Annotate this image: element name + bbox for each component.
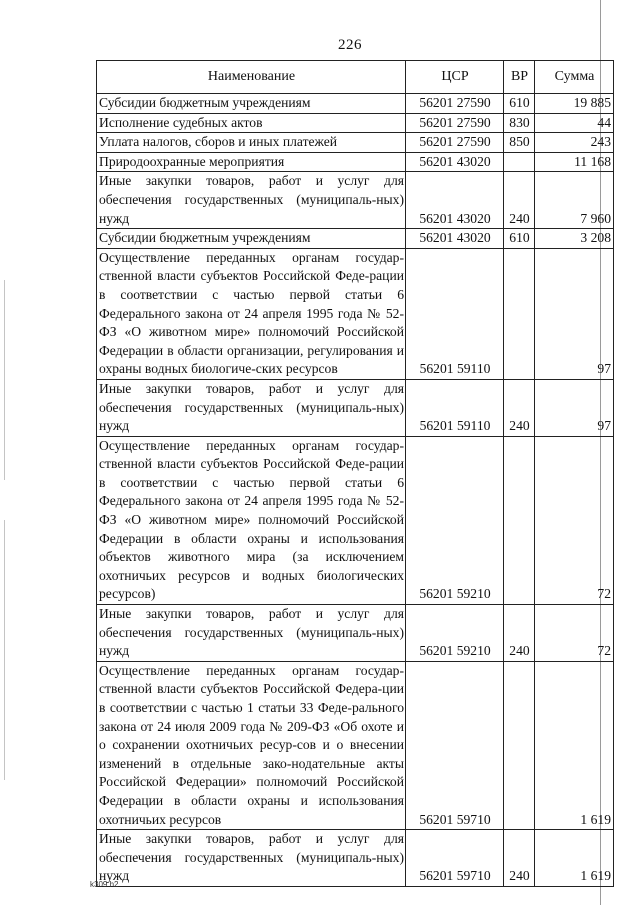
scan-edge-mark bbox=[4, 520, 5, 780]
row-sum: 97 bbox=[535, 248, 614, 379]
row-csr: 56201 59110 bbox=[406, 248, 504, 379]
row-csr: 56201 59110 bbox=[406, 379, 504, 436]
row-vr: 830 bbox=[504, 113, 535, 133]
row-vr bbox=[504, 248, 535, 379]
row-csr: 56201 59210 bbox=[406, 605, 504, 662]
row-name: Иные закупки товаров, работ и услуг для обеспечения государственных (муниципаль-ных) нужд bbox=[97, 379, 406, 436]
row-sum: 97 bbox=[535, 379, 614, 436]
row-vr: 240 bbox=[504, 605, 535, 662]
row-sum: 1 619 bbox=[535, 661, 614, 829]
row-sum: 3 208 bbox=[535, 229, 614, 249]
column-header-sum: Сумма bbox=[535, 61, 614, 94]
row-csr: 56201 43020 bbox=[406, 229, 504, 249]
row-name: Уплата налогов, сборов и иных платежей bbox=[97, 133, 406, 153]
footer-code: k309 h2 bbox=[90, 880, 119, 889]
row-csr: 56201 59710 bbox=[406, 661, 504, 829]
row-vr: 240 bbox=[504, 379, 535, 436]
row-name: Субсидии бюджетным учреждениям bbox=[97, 94, 406, 114]
row-sum: 1 619 bbox=[535, 830, 614, 887]
row-sum: 19 885 bbox=[535, 94, 614, 114]
row-vr bbox=[504, 661, 535, 829]
table-row bbox=[97, 248, 614, 379]
table-row bbox=[97, 830, 614, 887]
row-vr bbox=[504, 152, 535, 172]
table-row bbox=[97, 229, 614, 249]
row-sum: 243 bbox=[535, 133, 614, 153]
row-csr: 56201 27590 bbox=[406, 113, 504, 133]
row-csr: 56201 43020 bbox=[406, 152, 504, 172]
row-name: Иные закупки товаров, работ и услуг для обеспечения государственных (муниципаль-ных) нужд bbox=[97, 605, 406, 662]
row-sum: 72 bbox=[535, 436, 614, 604]
row-name: Осуществление переданных органам государ-ственной власти субъектов Российской Феде-рации в соответствии с частью первой статьи 6 Федерального закона от 24 апреля 1995 года № 52-ФЗ «О животном мире» полномочий Российской Федерации в области организации, регулирования и охраны водных биологиче-ских ресурсов bbox=[97, 248, 406, 379]
table-row bbox=[97, 152, 614, 172]
row-name: Субсидии бюджетным учреждениям bbox=[97, 229, 406, 249]
row-vr bbox=[504, 436, 535, 604]
table-row bbox=[97, 436, 614, 604]
table-row bbox=[97, 605, 614, 662]
row-name: Осуществление переданных органам государ-ственной власти субъектов Российской Феде-рации в соответствии с частью первой статьи 6 Федерального закона от 24 апреля 1995 года № 52-ФЗ «О животном мире» полномочий Российской Федерации в области охраны и использования объектов животного мира (за исключением охотничьих ресурсов и водных биологических ресурсов) bbox=[97, 436, 406, 604]
row-csr: 56201 59210 bbox=[406, 436, 504, 604]
row-name: Иные закупки товаров, работ и услуг для обеспечения государственных (муниципаль-ных) нужд bbox=[97, 172, 406, 229]
table-row bbox=[97, 172, 614, 229]
row-csr: 56201 43020 bbox=[406, 172, 504, 229]
row-csr: 56201 27590 bbox=[406, 94, 504, 114]
row-name: Исполнение судебных актов bbox=[97, 113, 406, 133]
row-vr: 240 bbox=[504, 830, 535, 887]
row-vr: 610 bbox=[504, 94, 535, 114]
row-sum: 11 168 bbox=[535, 152, 614, 172]
column-header-name: Наименование bbox=[97, 61, 406, 94]
row-name: Осуществление переданных органам государ-ственной власти субъектов Российской Федера-ции в соответствии с частью 1 статьи 33 Феде-рального закона от 24 июля 2009 года № 209-ФЗ «Об охоте и о сохранении охотничьих ресур-сов и о внесении изменений в отдельные зако-нодательные акты Российской Федерации» полномочий Российской Федерации в области охраны и использования охотничьих ресурсов bbox=[97, 661, 406, 829]
table-row bbox=[97, 94, 614, 114]
scan-edge-mark bbox=[4, 280, 5, 480]
table-row bbox=[97, 113, 614, 133]
row-name: Иные закупки товаров, работ и услуг для обеспечения государственных (муниципаль-ных) нужд bbox=[97, 830, 406, 887]
table-row bbox=[97, 133, 614, 153]
table-header-row bbox=[97, 61, 614, 94]
row-vr: 610 bbox=[504, 229, 535, 249]
row-vr: 240 bbox=[504, 172, 535, 229]
table-row bbox=[97, 379, 614, 436]
row-csr: 56201 59710 bbox=[406, 830, 504, 887]
table-row bbox=[97, 661, 614, 829]
column-header-csr: ЦСР bbox=[406, 61, 504, 94]
column-header-vr: ВР bbox=[504, 61, 535, 94]
row-sum: 7 960 bbox=[535, 172, 614, 229]
row-name: Природоохранные мероприятия bbox=[97, 152, 406, 172]
budget-table bbox=[96, 60, 614, 887]
page-number: 226 bbox=[338, 37, 362, 53]
row-sum: 72 bbox=[535, 605, 614, 662]
row-sum: 44 bbox=[535, 113, 614, 133]
row-vr: 850 bbox=[504, 133, 535, 153]
row-csr: 56201 27590 bbox=[406, 133, 504, 153]
